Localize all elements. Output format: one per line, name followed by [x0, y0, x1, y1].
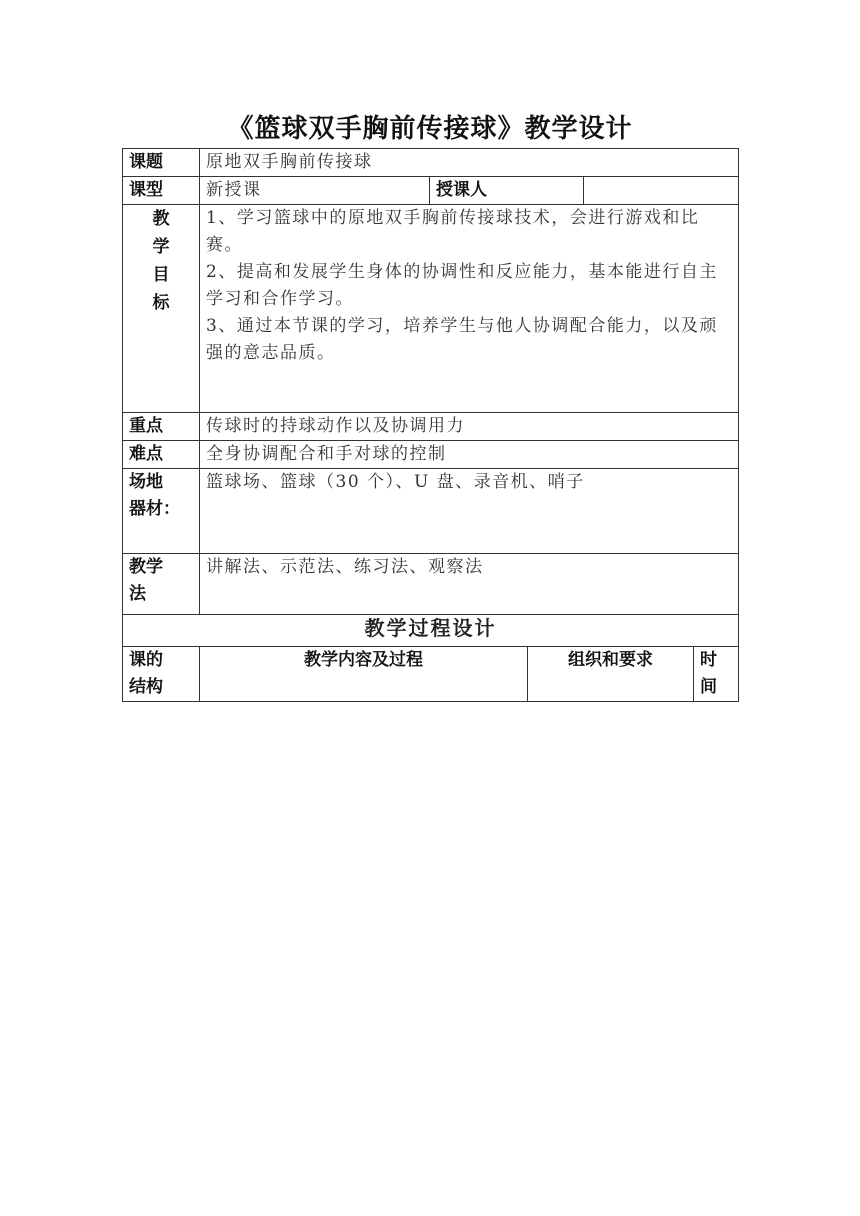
equipment-row	[123, 469, 739, 554]
goal-item: 1、学习篮球中的原地双手胸前传接球技术，会进行游戏和比赛。	[206, 208, 700, 255]
goal-item: 2、提高和发展学生身体的协调性和反应能力，基本能进行自主学习和合作学习。	[206, 262, 718, 309]
time-column-header	[694, 647, 739, 702]
process-columns-row	[123, 647, 739, 702]
difficulty-row	[123, 441, 739, 469]
structure-column-header	[123, 647, 200, 702]
lesson-plan-table	[122, 148, 739, 702]
type-row	[123, 177, 739, 205]
difficulty-value: 全身协调配合和手对球的控制	[200, 441, 739, 469]
difficulty-label: 难点	[123, 441, 200, 469]
equipment-label-line: 器材：	[129, 499, 180, 519]
method-row	[123, 554, 739, 615]
equipment-value: 篮球场、篮球（30 个）、U 盘、录音机、哨子	[200, 469, 739, 554]
key-point-label: 重点	[123, 413, 200, 441]
key-point-row	[123, 413, 739, 441]
type-value: 新授课	[200, 177, 430, 205]
teacher-value	[584, 177, 739, 205]
topic-label: 课题	[123, 149, 200, 177]
structure-header-line: 结构	[129, 677, 163, 697]
method-value: 讲解法、示范法、练习法、观察法	[200, 554, 739, 615]
method-label-line: 教学	[129, 557, 163, 577]
organization-column-header: 组织和要求	[528, 647, 694, 702]
method-label	[123, 554, 200, 615]
process-heading-row	[123, 615, 739, 647]
goals-label-char: 标	[152, 293, 170, 313]
equipment-label-line: 场地	[129, 472, 163, 492]
goals-row	[123, 205, 739, 413]
content-column-header: 教学内容及过程	[200, 647, 528, 702]
topic-value: 原地双手胸前传接球	[200, 149, 739, 177]
document-title: 《篮球双手胸前传接球》教学设计	[227, 114, 633, 144]
time-header-line: 时	[700, 650, 717, 670]
goals-label	[123, 205, 200, 413]
type-label: 课型	[123, 177, 200, 205]
key-point-value: 传球时的持球动作以及协调用力	[200, 413, 739, 441]
topic-row	[123, 149, 739, 177]
process-heading: 教学过程设计	[123, 615, 739, 647]
equipment-label	[123, 469, 200, 554]
goals-label-char: 教	[152, 209, 170, 229]
goals-label-char: 学	[152, 237, 170, 257]
goal-item: 3、通过本节课的学习，培养学生与他人协调配合能力，以及顽强的意志品质。	[206, 316, 718, 363]
time-header-line: 间	[700, 677, 717, 697]
goals-label-char: 目	[152, 265, 170, 285]
structure-header-line: 课的	[129, 650, 163, 670]
goals-content	[200, 205, 739, 413]
method-label-line: 法	[129, 584, 146, 604]
teacher-label: 授课人	[430, 177, 584, 205]
